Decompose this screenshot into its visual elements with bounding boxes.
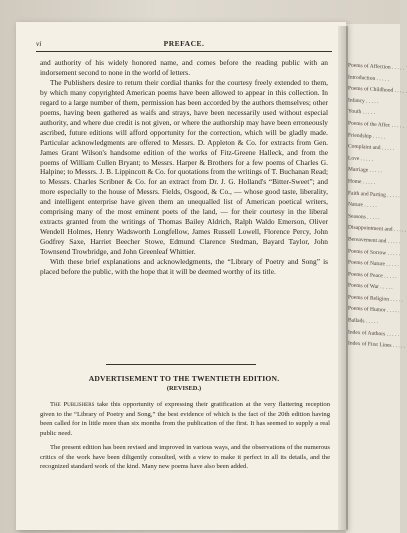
page-gutter-shadow <box>338 26 348 530</box>
toc-entry: Seasons . . . . . <box>348 213 380 221</box>
page-number: vi <box>36 39 42 48</box>
toc-entry: Nature . . . . . <box>348 201 377 210</box>
toc-entry: Bereavement and . . . . . <box>348 236 401 246</box>
facing-page-contents <box>348 62 407 352</box>
toc-entry: Friendship . . . . . <box>348 132 386 140</box>
toc-entry: Index of First Lines . . . . . <box>348 340 406 350</box>
toc-entry: Ballads . . . . . <box>348 317 379 326</box>
toc-entry: Love . . . . . <box>348 155 374 163</box>
toc-entry: Poems of Nature . . . . . <box>348 259 399 269</box>
toc-entry: Home . . . . . <box>348 178 376 186</box>
book-page <box>16 22 346 530</box>
toc-entry: Poems of War . . . . . <box>348 282 393 292</box>
toc-entry: Youth . . . . . <box>348 108 375 117</box>
toc-entry: Faith and Parting . . . . . <box>348 189 400 199</box>
toc-entry: Complaint and . . . . . <box>348 143 395 153</box>
toc-entry: Introduction . . . . . <box>348 74 389 83</box>
toc-entry: Marriage . . . . . <box>348 166 382 175</box>
toc-entry: Poems of Affection . . . . . <box>348 62 405 72</box>
header-rule <box>36 51 332 52</box>
toc-entry: Poems of Religion . . . . . <box>348 294 403 304</box>
advertisement-subheading: (REVISED.) <box>166 385 202 392</box>
preface-paragraph: With these brief explanations and acknowledgments, the “Library of Poetry and Song” is placed before the public, with the hope that it will be deemed worthy of its title. <box>40 257 328 277</box>
toc-entry: Index of Authors . . . . . <box>348 329 400 338</box>
preface-paragraph: The Publishers desire to return their cordial thanks for the courtesy freely extended to them, by which many copyrighted American poems have been allowed to appear in this collection. In regard to a large number of them, permission has been accorded by the authors themselves; other poems, having been gathered as waifs and strays, have been necessarily used without especial authority, and where due credit is not given, or where the authorship may have been erroneously ascribed, future editions will afford opportunity for the correction, which will be gladly made. Particular acknowledgments are offered to Messrs. D. Appleton & Co. for extracts from Gen. James Grant Wilson's handsome edition of the works of Fitz-Greene Halleck, and from the poems of William Cullen Bryant; to Messrs. Harper & Brothers for a few poems of Charles G. Halpine; to Messrs. J. B. Lippincott & Co. for quotations from the writings of T. Buchanan Read; to Messrs. Charles Scribner & Co. for an extract from Dr. J. G. Holland's “Bitter-Sweet”; and more especially to the house of Messrs. Fields, Osgood, & Co., — whose good taste, liberality, and intelligent enterprise have given them an unequalled list of American poetical writers, comprising many of the most eminent poets of the land, — for their courtesy in the liberal extracts granted from the writings of Thomas Bailey Aldrich, Ralph Waldo Emerson, Oliver Wendell Holmes, Henry Wadsworth Longfellow, James Russell Lowell, Florence Percy, John Godfrey Saxe, Harriet Beecher Stowe, Edmund Clarence Stedman, Bayard Taylor, John Townsend Trowbridge, and John Greenleaf Whittier. <box>40 77 328 257</box>
facing-page <box>346 24 407 533</box>
running-title: PREFACE. <box>163 39 205 48</box>
preface-paragraph: and authority of his widely honored name, and comes before the reading public with an indorsement second to none in the world of letters. <box>40 58 328 77</box>
toc-entry: Poems of the Affec . . . . . <box>348 120 404 130</box>
preface-text <box>40 58 328 277</box>
page-header <box>36 36 332 50</box>
toc-entry: Poems of Peace . . . . . <box>348 271 397 280</box>
advertisement-heading: ADVERTISEMENT TO THE TWENTIETH EDITION. <box>88 374 280 383</box>
toc-entry: Poems of Humor . . . . . <box>348 305 400 315</box>
advertisement-paragraph-rest: take this opportunity of expressing their gratification at the very flattering reception given to the “Library of Poetry and Song,” the best evidence of which is the fact of the 20th edition having been called for in little more than six months from the publication of the first. It has seemed to supply a real public need. <box>40 401 330 438</box>
toc-entry: Poems of Sorrow . . . . . <box>348 247 400 257</box>
toc-entry: Disappointment and . . . . . <box>348 224 407 234</box>
toc-entry: Poems of Childhood . . . . . <box>348 85 407 95</box>
advertisement-paragraph: The present edition has been revised and improved in various ways, and the observations of the numerous critics of the work have been diligently consulted, with a view to make it perfect in all its details, and the recognized standard work of the kind. Many new poems have also been added. <box>40 443 330 471</box>
lead-word: The Publishers <box>50 401 95 408</box>
advertisement-paragraph <box>40 400 330 439</box>
advertisement-text <box>40 400 330 472</box>
toc-entry: Infancy . . . . . <box>348 97 379 105</box>
section-divider <box>106 364 256 365</box>
